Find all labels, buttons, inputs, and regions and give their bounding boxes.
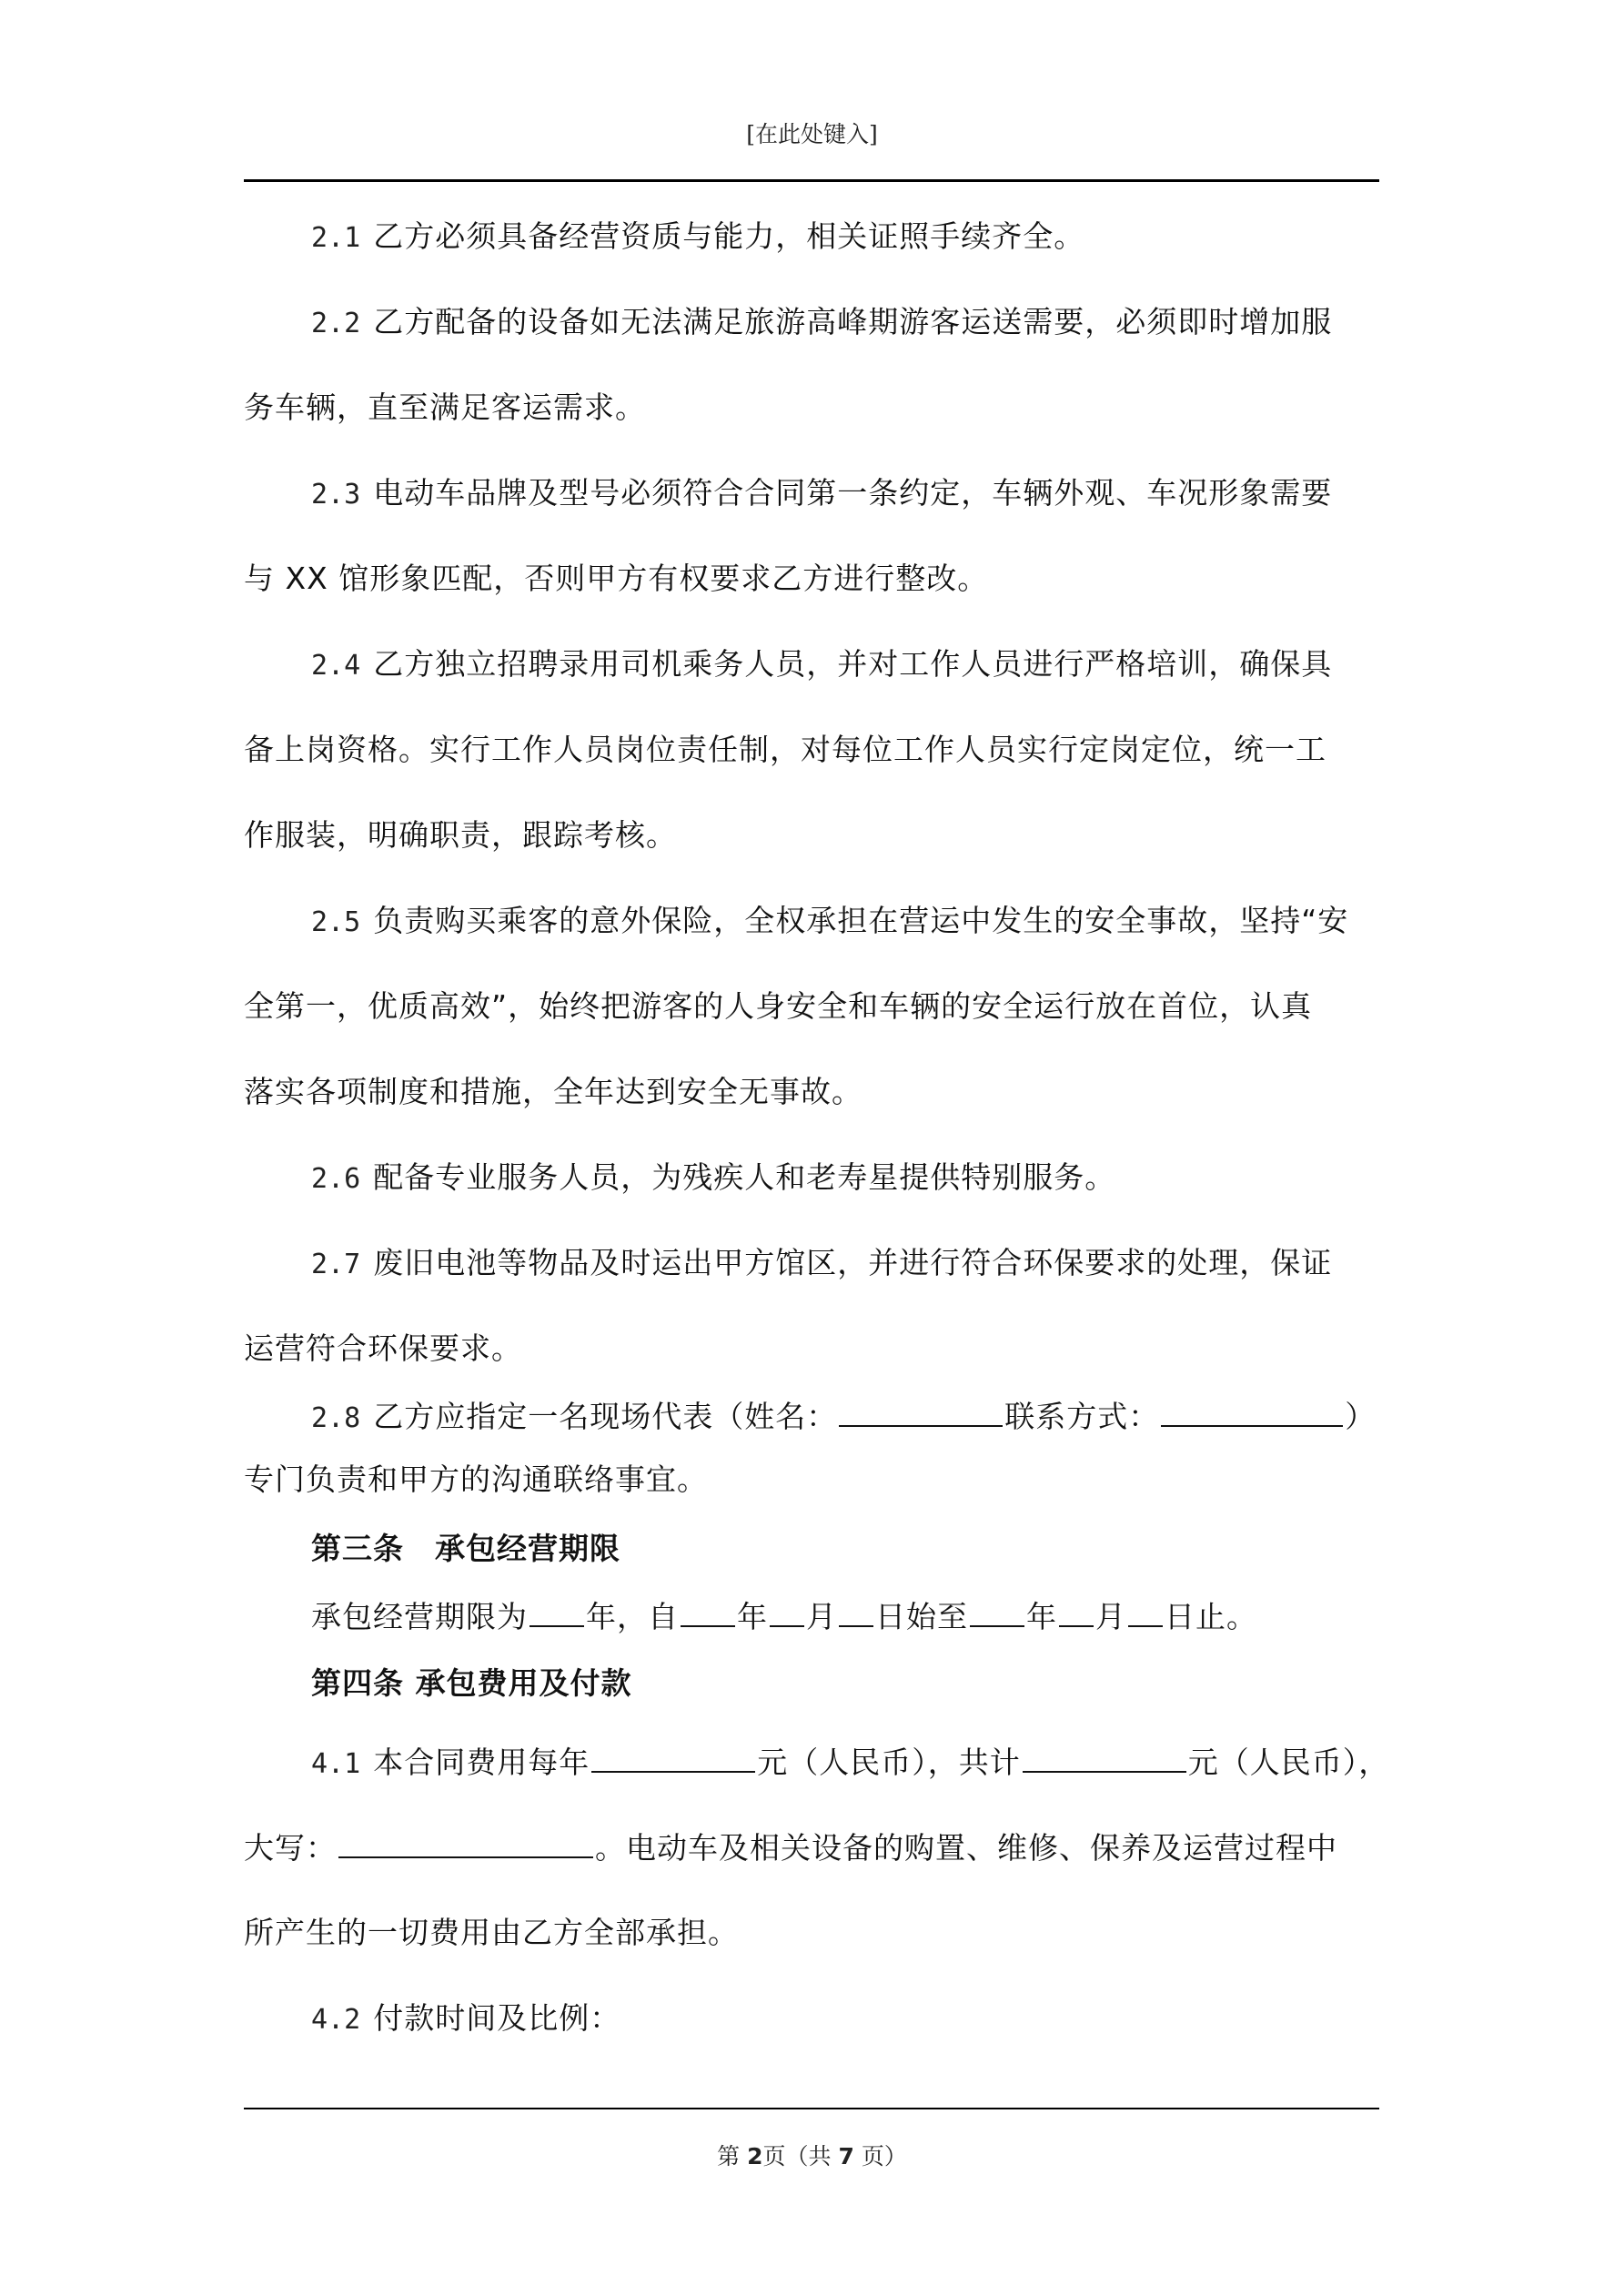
clause-number: 2.5 [311,906,361,938]
clause-number: 2.2 [311,308,361,339]
clause-4-1-cont [244,1829,1381,1866]
clause-text: 联系方式： [1004,1399,1160,1434]
total-fee-blank-field[interactable] [1023,1744,1186,1773]
clause-2-5-cont: 落实各项制度和措施，全年达到安全无事故。 [244,1074,862,1109]
clause-2-2 [311,304,1448,342]
clause-text: 元（人民币）， [1187,1745,1390,1780]
page-footer [0,2139,1624,2171]
footer-label: 页（共 [762,2143,839,2170]
amount-in-words-blank-field[interactable] [338,1829,593,1858]
clause-2-8-cont: 专门负责和甲方的沟通联络事宜。 [244,1462,708,1497]
clause-text: 负责购买乘客的意外保险，全权承担在营运中发生的安全事故，坚持“安 [373,903,1349,938]
term-text: 年，自 [586,1599,679,1634]
clause-2-3 [311,475,1448,513]
start-day-blank-field[interactable] [839,1598,873,1627]
clause-4-1-cont: 所产生的一切费用由乙方全部承担。 [244,1915,739,1950]
clause-text: 付款时间及比例： [373,2000,621,2036]
header-divider [244,179,1379,182]
clause-2-7 [311,1245,1448,1283]
end-day-blank-field[interactable] [1128,1598,1163,1627]
clause-2-6 [311,1159,1448,1198]
clause-2-7-cont: 运营符合环保要求。 [244,1330,522,1366]
clause-2-3-cont: 与 XX 馆形象匹配，否则甲方有权要求乙方进行整改。 [244,561,989,596]
clause-2-4 [311,646,1448,684]
clause-text: 乙方必须具备经营资质与能力，相关证照手续齐全。 [373,218,1085,254]
clause-text: 电动车品牌及型号必须符合合同第一条约定，车辆外观、车况形象需要 [373,475,1333,511]
start-year-blank-field[interactable] [681,1598,735,1627]
clause-number: 2.7 [311,1249,361,1280]
clause-text: 废旧电池等物品及时运出甲方馆区，并进行符合环保要求的处理，保证 [373,1245,1333,1280]
clause-text: 配备专业服务人员，为残疾人和老寿星提供特别服务。 [373,1159,1116,1195]
page-header: [在此处键入] [746,121,878,147]
clause-2-5-cont: 全第一，优质高效”，始终把游客的人身安全和车辆的安全运行放在首位，认真 [244,988,1313,1024]
clause-text: 。电动车及相关设备的购置、维修、保养及运营过程中 [595,1830,1337,1866]
article-3-term [311,1598,1448,1635]
current-page-number: 2 [747,2143,763,2170]
clause-4-2 [311,2000,1448,2038]
name-blank-field[interactable] [839,1398,1003,1427]
term-text: 日止。 [1165,1599,1257,1634]
clause-2-4-cont: 作服装，明确职责，跟踪考核。 [244,817,677,853]
term-text: 年 [1026,1599,1057,1634]
contact-blank-field[interactable] [1161,1398,1343,1427]
term-text: 月 [1095,1599,1126,1634]
clause-number: 4.1 [311,1748,361,1780]
start-month-blank-field[interactable] [770,1598,804,1627]
term-text: 承包经营期限为 [311,1599,528,1634]
clause-text: ） [1345,1399,1377,1434]
clause-number: 2.6 [311,1163,361,1195]
clause-number: 2.1 [311,222,361,254]
clause-2-8 [311,1398,1448,1437]
clause-text: 本合同费用每年 [373,1745,590,1780]
clause-number: 2.8 [311,1402,361,1434]
footer-divider [244,2108,1379,2109]
term-text: 年 [737,1599,768,1634]
clause-number: 4.2 [311,2004,361,2036]
clause-number: 2.4 [311,650,361,682]
clause-4-1 [311,1744,1448,1783]
clause-2-5 [311,903,1448,941]
clause-text: 乙方配备的设备如无法满足旅游高峰期游客运送需要，必须即时增加服 [373,304,1333,339]
years-blank-field[interactable] [530,1598,584,1627]
clause-2-2-cont: 务车辆，直至满足客运需求。 [244,389,646,425]
clause-2-4-cont: 备上岗资格。实行工作人员岗位责任制，对每位工作人员实行定岗定位，统一工 [244,732,1326,767]
term-text: 月 [806,1599,837,1634]
article-4-heading: 第四条 承包费用及付款 [311,1665,632,1701]
clause-text: 大写： [244,1830,337,1866]
clause-text: 元（人民币），共计 [757,1745,1021,1780]
end-month-blank-field[interactable] [1059,1598,1094,1627]
article-3-heading: 第三条 承包经营期限 [311,1531,620,1566]
end-year-blank-field[interactable] [970,1598,1024,1627]
clause-number: 2.3 [311,479,361,511]
footer-label: 页） [853,2143,907,2170]
clause-text: 乙方应指定一名现场代表（姓名： [373,1399,838,1434]
term-text: 日始至 [875,1599,968,1634]
clause-2-1 [311,218,1448,257]
footer-label: 第 [717,2143,748,2170]
total-page-count: 7 [838,2143,854,2170]
clause-text: 乙方独立招聘录用司机乘务人员，并对工作人员进行严格培训，确保具 [373,646,1333,682]
annual-fee-blank-field[interactable] [591,1744,755,1773]
